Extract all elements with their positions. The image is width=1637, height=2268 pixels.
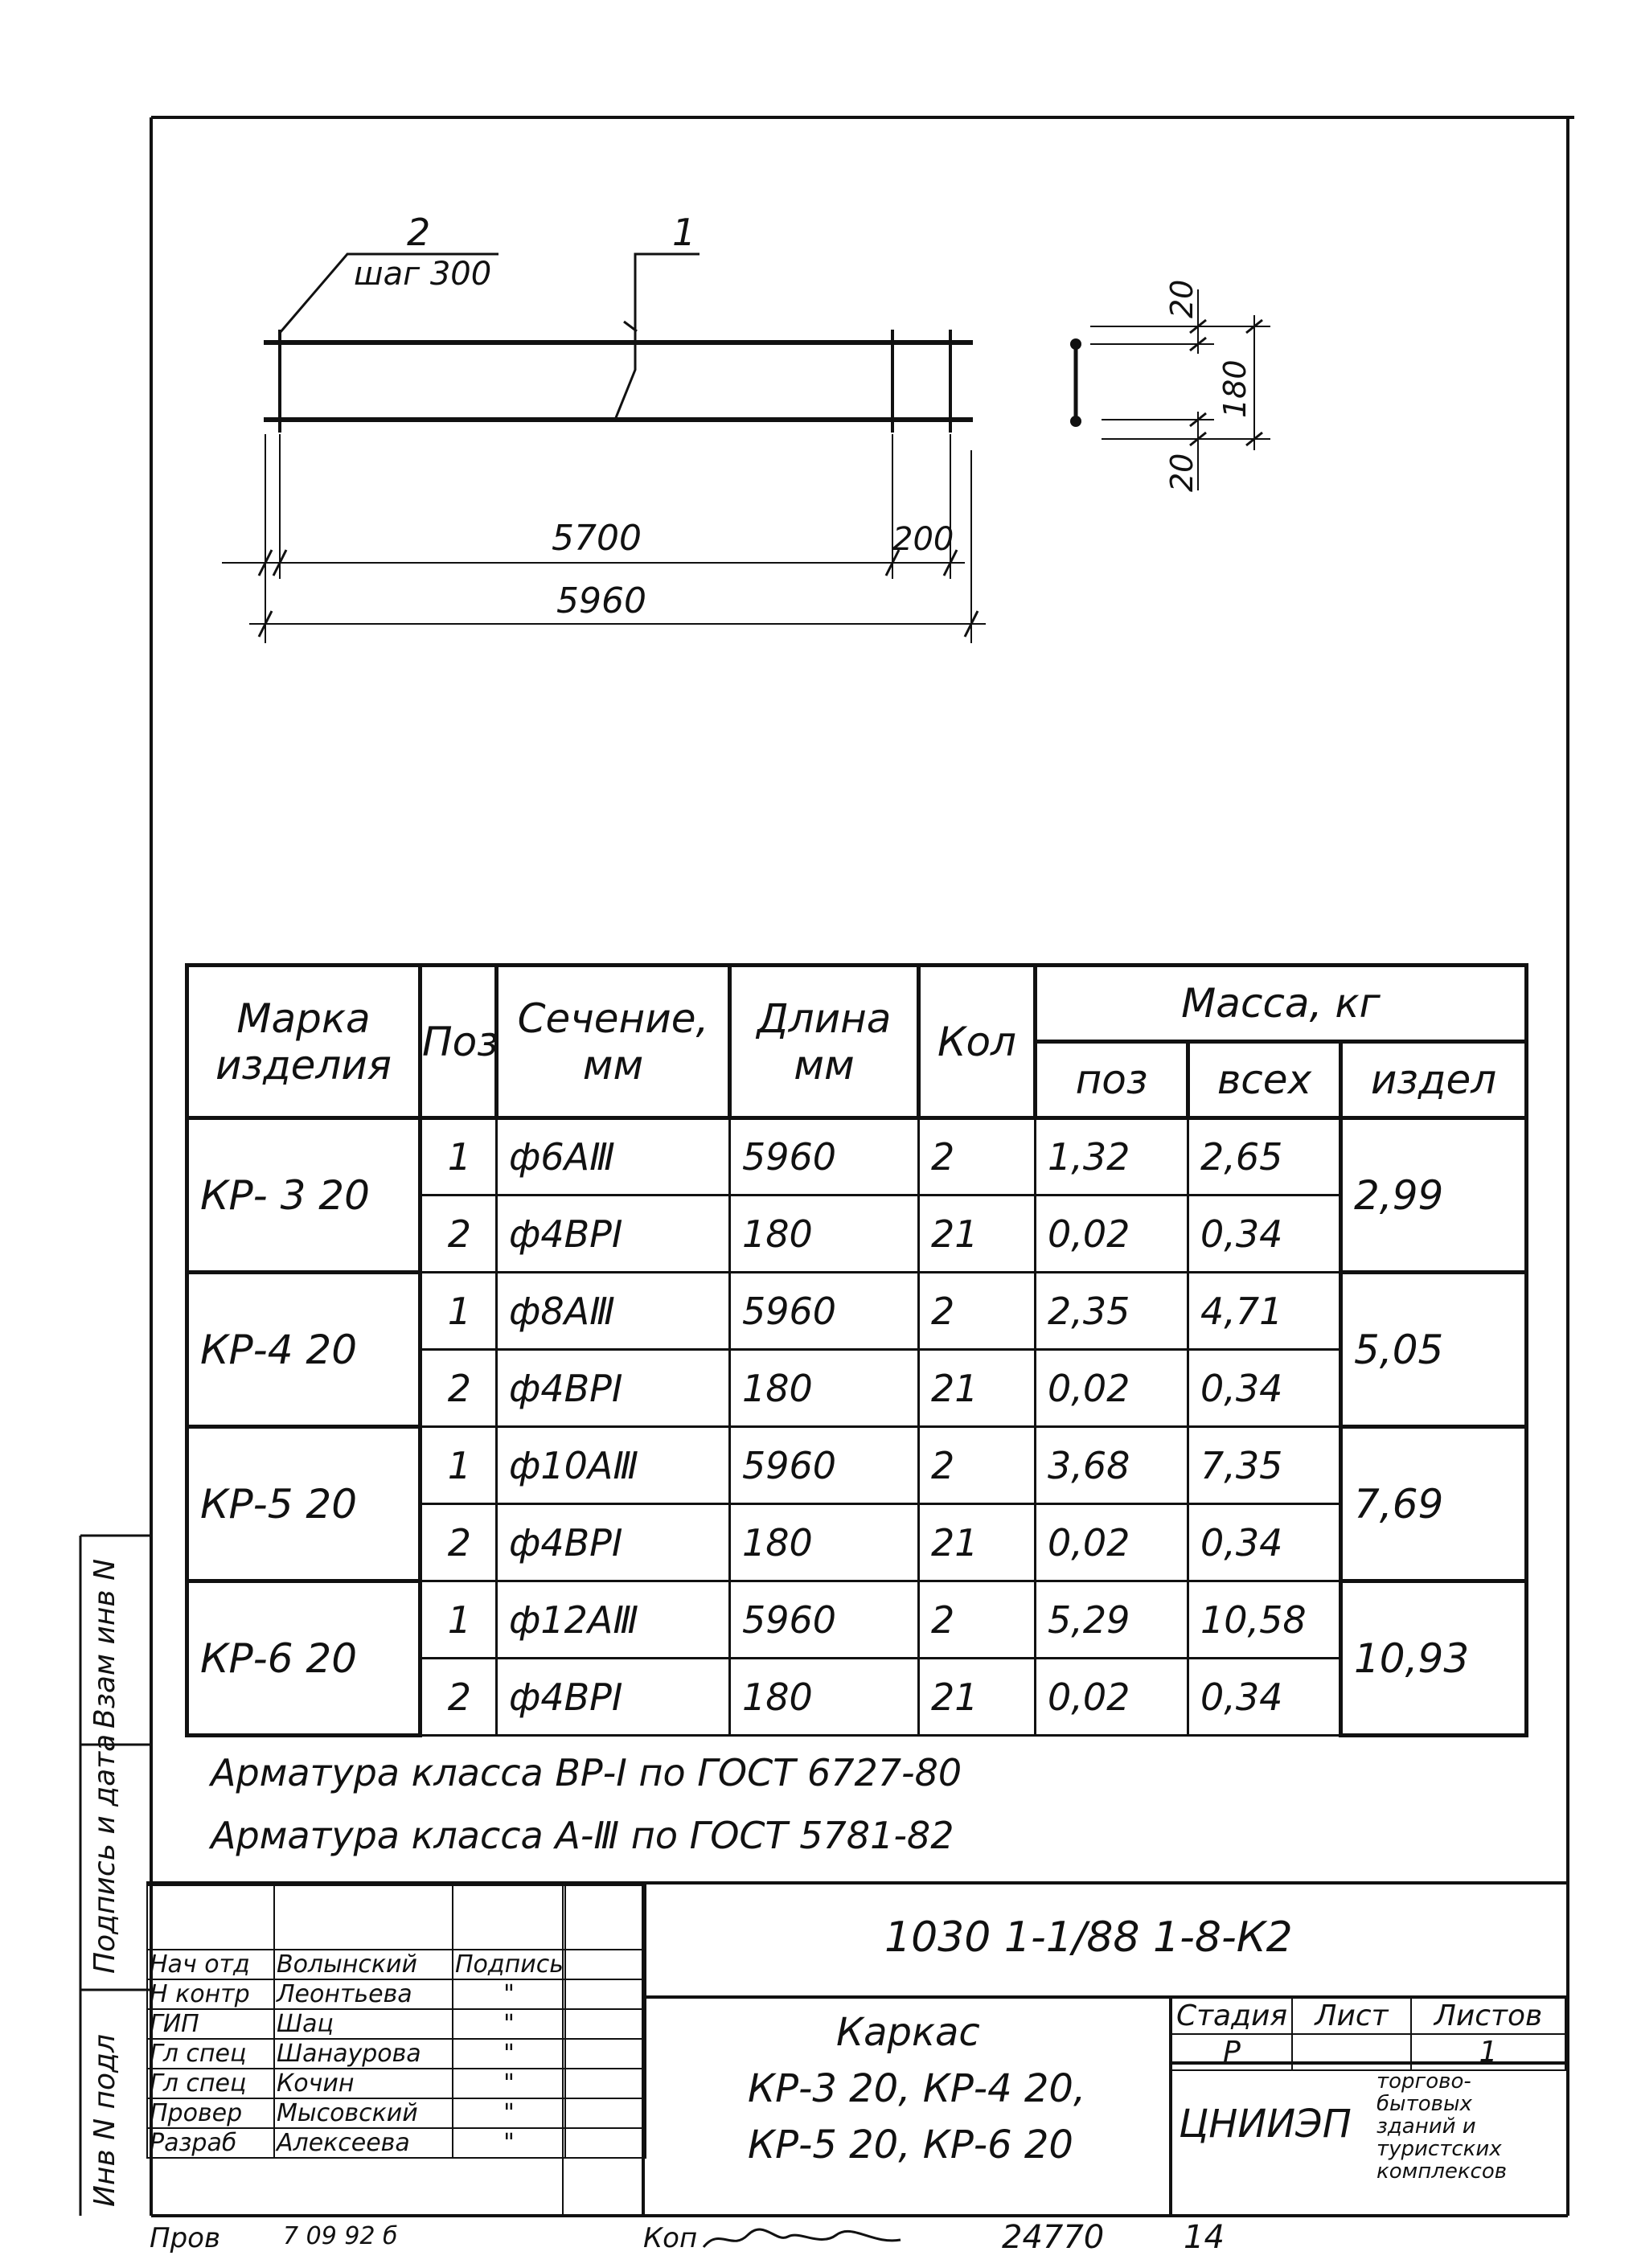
sheet-value (1292, 2034, 1411, 2070)
staff-name: Леонтьева (274, 1979, 453, 2009)
cell-length: 5960 (730, 1118, 919, 1196)
footer-prov-label: Пров (150, 2222, 220, 2254)
cell-mass-all: 0,34 (1188, 1196, 1341, 1273)
stage-table (1171, 1997, 1566, 2071)
cell-length: 5960 (730, 1581, 919, 1659)
staff-role: Разраб (147, 2128, 274, 2158)
cell-pos: 1 (421, 1581, 497, 1659)
staff-sign: " (453, 1979, 565, 2009)
cell-qty: 21 (919, 1350, 1036, 1427)
cell-section: ф8АⅢ (497, 1273, 730, 1350)
callout-1-label: 1 (672, 211, 696, 254)
cell-section: ф4ВРI (497, 1504, 730, 1581)
cell-pos: 2 (421, 1350, 497, 1427)
stage-value: Р (1171, 2034, 1292, 2070)
cell-mass-pos: 0,02 (1036, 1504, 1188, 1581)
product-mark: КР-6 20 (187, 1581, 421, 1736)
title-line-1: Каркас (836, 2010, 980, 2055)
header-mark: Марка изделия (187, 966, 421, 1118)
header-mass: Масса, кг (1036, 966, 1527, 1042)
cell-mass-all: 7,35 (1188, 1427, 1341, 1504)
title-line-2: КР-3 20, КР-4 20, (748, 2066, 1086, 2111)
table-row (187, 1273, 1527, 1350)
cell-mass-item: 5,05 (1341, 1273, 1527, 1427)
staff-row (147, 1979, 646, 2009)
cell-qty: 2 (919, 1118, 1036, 1196)
cell-length: 180 (730, 1504, 919, 1581)
staff-spacer (565, 1885, 646, 1950)
section-bar-top (1070, 338, 1081, 350)
cell-section: ф10АⅢ (497, 1427, 730, 1504)
cell-length: 5960 (730, 1427, 919, 1504)
staff-row (147, 2098, 646, 2128)
staff-date (565, 2128, 646, 2158)
cell-length: 180 (730, 1196, 919, 1273)
staff-name: Алексеева (274, 2128, 453, 2158)
side-stamp-inv-podl: Инв N подл (88, 2034, 121, 2207)
specification-table (185, 963, 1528, 1737)
staff-name: Мысовский (274, 2098, 453, 2128)
header-qty: Кол (919, 966, 1036, 1118)
staff-sign: " (453, 2069, 565, 2098)
cell-mass-pos: 2,35 (1036, 1273, 1188, 1350)
cell-mass-all: 0,34 (1188, 1350, 1341, 1427)
cell-mass-item: 7,69 (1341, 1427, 1527, 1581)
cell-pos: 2 (421, 1659, 497, 1736)
header-pos: Поз (421, 966, 497, 1118)
cell-mass-all: 10,58 (1188, 1581, 1341, 1659)
staff-date (565, 2069, 646, 2098)
cell-length: 180 (730, 1659, 919, 1736)
staff-date (565, 1950, 646, 1979)
table-row (187, 1581, 1527, 1659)
title-line-3: КР-5 20, КР-6 20 (748, 2122, 1073, 2168)
staff-spacer (453, 1885, 565, 1950)
cell-mass-all: 4,71 (1188, 1273, 1341, 1350)
cell-mass-pos: 0,02 (1036, 1196, 1188, 1273)
cell-section: ф4ВРI (497, 1659, 730, 1736)
staff-date (565, 1979, 646, 2009)
staff-table (146, 1885, 646, 2159)
cell-mass-item: 10,93 (1341, 1581, 1527, 1736)
org-desc-1: торгово- (1376, 2069, 1471, 2094)
header-section: Сечение, мм (497, 966, 730, 1118)
staff-name: Волынский (274, 1950, 453, 1979)
staff-sign: " (453, 2039, 565, 2069)
staff-name: Шац (274, 2009, 453, 2039)
dim-label-5700: 5700 (552, 518, 642, 559)
side-stamp-vzam-inv: Взам инв N (88, 1558, 121, 1729)
cell-length: 5960 (730, 1273, 919, 1350)
cell-section: ф6АⅢ (497, 1118, 730, 1196)
staff-role: Н контр (147, 1979, 274, 2009)
footer-page: 14 (1184, 2219, 1225, 2256)
cell-mass-all: 2,65 (1188, 1118, 1341, 1196)
cell-qty: 21 (919, 1659, 1036, 1736)
org-desc-3: зданий и (1376, 2114, 1476, 2139)
callout-2-label: 2 (407, 211, 431, 254)
footer-signature (700, 2219, 909, 2259)
staff-sign: " (453, 2009, 565, 2039)
staff-date (565, 2039, 646, 2069)
section-bar-bottom (1070, 416, 1081, 427)
header-mass-all: всех (1188, 1042, 1341, 1118)
cell-qty: 21 (919, 1196, 1036, 1273)
note-2: Арматура класса А-Ⅲ по ГОСТ 5781-82 (211, 1814, 954, 1857)
org-desc-4: туристских (1376, 2137, 1502, 2161)
product-mark: КР-5 20 (187, 1427, 421, 1581)
cell-length: 180 (730, 1350, 919, 1427)
cell-qty: 21 (919, 1504, 1036, 1581)
cell-mass-all: 0,34 (1188, 1504, 1341, 1581)
staff-spacer (147, 1885, 274, 1950)
staff-sign: " (453, 2098, 565, 2128)
cell-pos: 2 (421, 1196, 497, 1273)
section-dim-label-20-bottom: 20 (1164, 453, 1200, 492)
staff-date (565, 2009, 646, 2039)
cell-section: ф4ВРI (497, 1350, 730, 1427)
staff-role: Гл спец (147, 2039, 274, 2069)
staff-date (565, 2098, 646, 2128)
dim-label-200: 200 (892, 521, 954, 558)
header-length: Длина мм (730, 966, 919, 1118)
cell-section: ф12АⅢ (497, 1581, 730, 1659)
sheets-value: 1 (1411, 2034, 1565, 2070)
product-mark: КР-4 20 (187, 1273, 421, 1427)
cell-mass-pos: 1,32 (1036, 1118, 1188, 1196)
staff-row (147, 2128, 646, 2158)
cell-qty: 2 (919, 1273, 1036, 1350)
cell-mass-pos: 3,68 (1036, 1427, 1188, 1504)
staff-role: Гл спец (147, 2069, 274, 2098)
cell-pos: 1 (421, 1427, 497, 1504)
sheets-header: Листов (1411, 1998, 1565, 2034)
note-1: Арматура класса ВР-I по ГОСТ 6727-80 (211, 1751, 962, 1794)
staff-row (147, 2009, 646, 2039)
staff-row (147, 1950, 646, 1979)
cell-qty: 2 (919, 1427, 1036, 1504)
staff-role: ГИП (147, 2009, 274, 2039)
staff-row (147, 2069, 646, 2098)
cell-qty: 2 (919, 1581, 1036, 1659)
cell-mass-pos: 5,29 (1036, 1581, 1188, 1659)
dim-label-5960: 5960 (556, 580, 646, 621)
org-name: ЦНИИЭП (1179, 2102, 1352, 2147)
doc-code: 1030 1-1/88 1-8-К2 (884, 1913, 1293, 1962)
staff-name: Шанаурова (274, 2039, 453, 2069)
cell-mass-pos: 0,02 (1036, 1350, 1188, 1427)
section-dim-label-20-top: 20 (1164, 279, 1200, 318)
staff-sign: Подпись (453, 1950, 565, 1979)
cell-mass-item: 2,99 (1341, 1118, 1527, 1273)
table-row (187, 1118, 1527, 1196)
header-mass-item: издел (1341, 1042, 1527, 1118)
cell-mass-all: 0,34 (1188, 1659, 1341, 1736)
staff-role: Нач отд (147, 1950, 274, 1979)
stage-header: Стадия (1171, 1998, 1292, 2034)
staff-sign: " (453, 2128, 565, 2158)
callout-2-note: шаг 300 (354, 256, 492, 293)
cell-pos: 2 (421, 1504, 497, 1581)
section-dim-label-180: 180 (1217, 359, 1253, 418)
cell-pos: 1 (421, 1273, 497, 1350)
staff-spacer (274, 1885, 453, 1950)
cell-pos: 1 (421, 1118, 497, 1196)
footer-kop-label: Коп (643, 2222, 698, 2254)
org-desc-2: бытовых (1376, 2092, 1472, 2116)
callout-1-leader (615, 254, 700, 420)
header-mass-pos: поз (1036, 1042, 1188, 1118)
side-stamp-podpis-data: Подпись и дата (88, 1733, 121, 1974)
table-row (187, 1427, 1527, 1504)
footer-prov-note: 7 09 92 б (283, 2222, 398, 2250)
org-desc-5: комплексов (1376, 2159, 1508, 2184)
cell-mass-pos: 0,02 (1036, 1659, 1188, 1736)
staff-role: Провер (147, 2098, 274, 2128)
staff-name: Кочин (274, 2069, 453, 2098)
footer-inventory: 24770 (1002, 2219, 1105, 2256)
sheet-header: Лист (1292, 1998, 1411, 2034)
staff-row (147, 2039, 646, 2069)
product-mark: КР- 3 20 (187, 1118, 421, 1273)
cell-section: ф4ВРI (497, 1196, 730, 1273)
